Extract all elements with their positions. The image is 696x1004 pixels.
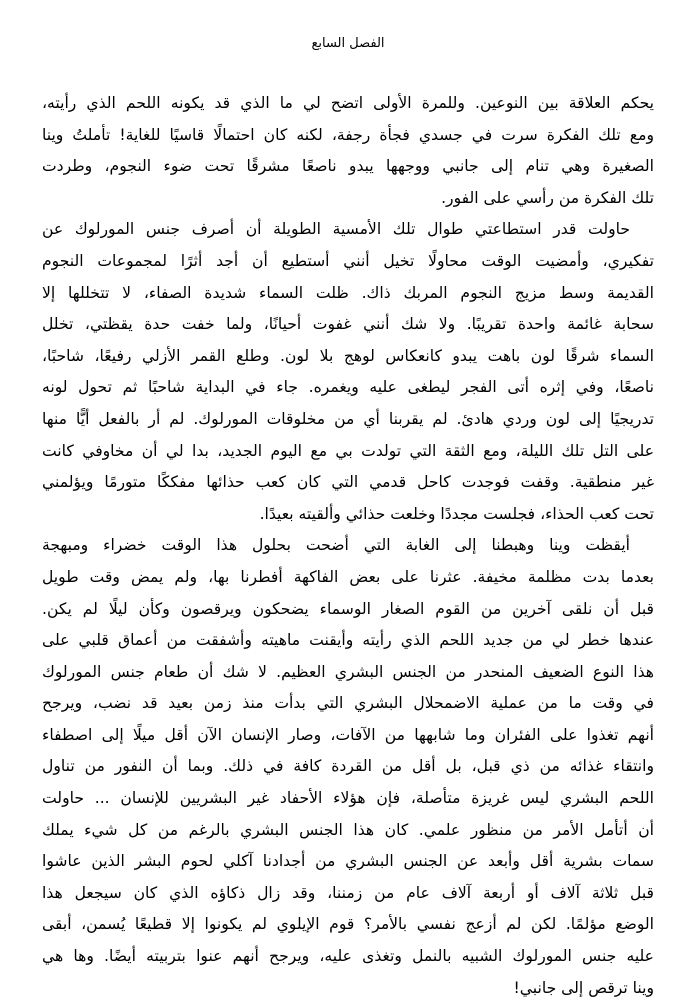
text-line: قبل أن نلقى آخرين من القوم الصغار الوسماء يضحكون ويرقصون وكأن ليلًا لم يكن. bbox=[42, 599, 654, 618]
text-line: عندها خطر لي من جديد اللحم الذي رأيته وأيقنت ماهيته وأشفقت من أعماق قلبي على bbox=[42, 631, 654, 650]
text-line: سمات بشرية أقل وأبعد عن الجنس البشري من أجدادنا آكلي لحوم البشر الذين عاشوا bbox=[42, 852, 654, 871]
text-line: الوضع مؤلمًا. لكن لم أزعج نفسي بالأمر؟ قوم الإيلوي لم يكونوا إلا قطيعًا يُسمن، أبقى bbox=[42, 915, 654, 934]
text-line: على التل تلك الليلة، ومع الثقة التي تولدت بي مع اليوم الجديد، بدا لي أن مخاوفي كانت bbox=[42, 441, 654, 460]
body-text bbox=[42, 88, 654, 1004]
text-line: بعدما بدت مظلمة مخيفة. عثرنا على بعض الفاكهة أفطرنا بها، ولم يمض وقت طويل bbox=[42, 567, 654, 586]
text-line: وانتقاء غذائه من ذي قبل، بل أقل من القردة كافة في ذلك. وبما أن النفور من تناول bbox=[42, 757, 654, 776]
text-line: هذا النوع الضعيف المنحدر من الجنس البشري العظيم. لا شك أن طعام جنس المورلوك bbox=[42, 662, 654, 681]
text-line: عليه جنس المورلوك الشبيه بالنمل وتغذى عليه، ويرجح أنهم عنوا بتربيته أيضًا. وها هي bbox=[42, 947, 654, 966]
text-line: سحابة غائمة واحدة تقريبًا. ولا شك أنني غفوت أحيانًا، ولما خفت حدة يقظتي، تخلل bbox=[42, 315, 654, 334]
text-line: أنهم تغذوا على الفئران وما شابهها من الآفات، وصار الإنسان الآن أقل ميلًا إلى اصطفاء bbox=[42, 725, 654, 744]
text-line: تلك الفكرة من رأسي على الفور. bbox=[441, 188, 654, 207]
text-line: الصغيرة وهي تنام إلى جانبي ووجهها يبدو ناصعًا مشرقًا تحت ضوء النجوم، وطردت bbox=[42, 157, 654, 176]
text-line: ناصعًا، وفي إثره أتى الفجر ليطغى عليه ويغمره. جاء في البداية شاحبًا ثم تحول لونه bbox=[42, 378, 654, 397]
text-line: تدريجيًا إلى لون وردي هادئ. لم يقربنا أي من مخلوقات المورلوك. لم أر بالفعل أيًّا منها bbox=[42, 409, 654, 428]
text-line: اللحم البشري ليس غريزة متأصلة، فإن هؤلاء الأحفاد غير البشريين للإنسان ... حاولت bbox=[42, 789, 654, 808]
text-line: السماء شرقًا لون باهت يبدو كانعكاس لوهج بلا لون. وطلع القمر الأزلي رفيعًا، شاحبًا، bbox=[42, 346, 654, 365]
text-line: أيقظت وينا وهبطنا إلى الغابة التي أضحت بحلول هذا الوقت خضراء ومبهجة bbox=[42, 536, 630, 555]
text-line: أن أتأمل الأمر من منظور علمي. كان هذا الجنس البشري بالرغم من كل شيء يملك bbox=[42, 820, 654, 839]
text-line: وينا ترقص إلى جانبي! bbox=[513, 978, 654, 997]
text-line: يحكم العلاقة بين النوعين. وللمرة الأولى اتضح لي ما الذي قد يكونه اللحم الذي رأيته، bbox=[42, 94, 654, 112]
text-line: غير منطقية. وقفت فوجدت كاحل قدمي التي كان كعب حذائها مفككًا متورمًا ويؤلمني bbox=[42, 473, 654, 492]
text-line: تحت كعب الحذاء، فجلست مجددًا وخلعت حذائي وألقيته بعيدًا. bbox=[259, 504, 654, 523]
text-line: تفكيري، وأمضيت الوقت محاولًا تخيل أنني أستطيع أن أجد أثرًا لمجموعات النجوم bbox=[42, 251, 654, 270]
chapter-heading: الفصل السابع bbox=[311, 36, 385, 51]
text-line: حاولت قدر استطاعتي طوال تلك الأمسية الطويلة أن أصرف جنس المورلوك عن bbox=[42, 220, 630, 239]
book-page bbox=[42, 0, 654, 1000]
text-line: القديمة وسط مزيج النجوم المربك ذاك. ظلت السماء شديدة الصفاء، لا تتخللها إلا bbox=[42, 283, 654, 302]
text-line: في وقت ما من عملية الاضمحلال البشري التي بدأت منذ زمن بعيد قد نضب، ويرجح bbox=[42, 694, 654, 713]
text-line: قبل ثلاثة آلاف أو أربعة آلاف عام من زمننا، وقد زال ذكاؤه الذي كان سيجعل هذا bbox=[42, 883, 654, 902]
text-line: ومع تلك الفكرة سرت في جسدي فجأة رجفة، لكنه كان احتمالًا قاسيًا للغاية! تأملتُ وينا bbox=[42, 125, 654, 144]
